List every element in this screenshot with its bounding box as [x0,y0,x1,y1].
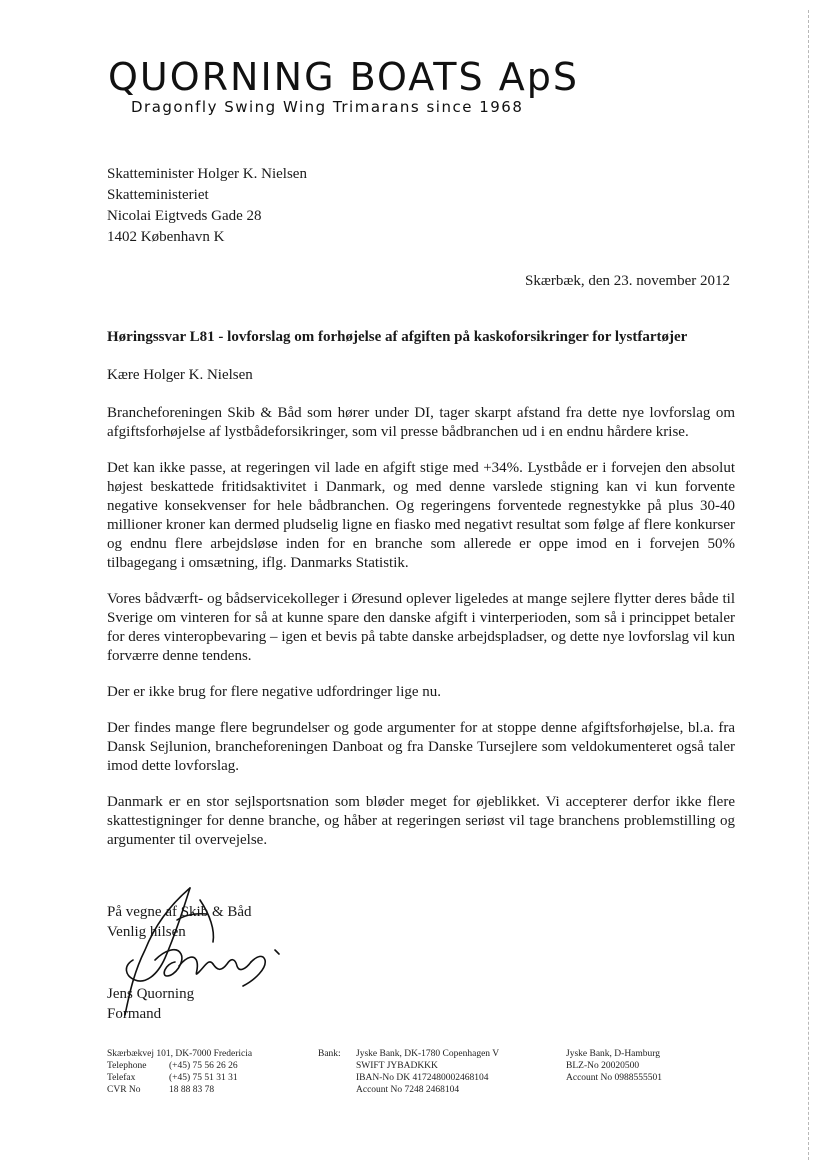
footer-bank-line: SWIFT JYBADKKK [356,1061,438,1071]
recipient-line: Skatteminister Holger K. Nielsen [107,166,307,182]
body-paragraph: Danmark er en stor sejlsportsnation som bløder meget for øjeblikket. Vi accepterer derfor ikke flere skattestigninger for denne branche, og håber at regeringen seriøst vil tage branchens problemstilling og argumenter til overvejelse. [107,794,735,848]
closing-block [107,902,367,1024]
footer-bank-label: Bank: [318,1049,341,1059]
letter-body [107,404,735,867]
footer-bank-secondary [566,1048,662,1084]
footer-bank-line: IBAN-No DK 4172480002468104 [356,1073,489,1083]
footer-label: Telephone [107,1061,147,1071]
footer-value: (+45) 75 56 26 26 [169,1061,238,1071]
footer-value: (+45) 75 51 31 31 [169,1073,238,1083]
body-paragraph: Der er ikke brug for flere negative udfordringer lige nu. [107,684,442,700]
recipient-line: 1402 København K [107,229,225,245]
footer-bank2-line: Jyske Bank, D-Hamburg [566,1049,661,1059]
body-paragraph: Vores bådværft- og bådservicekolleger i Øresund oplever ligeledes at mange sejlere flytter deres både til Sverige om vinteren for så at kunne spare den danske afgift i vinterperioden, som så i princippet betaler for deres vinteropbevaring – igen et bevis på tabte danske arbejdspladser, og dette nye lovforslag vil kun forværre denne tendens. [107,591,735,664]
footer-label: CVR No [107,1085,141,1095]
body-paragraph: Der findes mange flere begrundelser og gode argumenter for at stoppe denne afgiftsforhøjelse, bl.a. fra Dansk Sejlunion, brancheforeningen Danboat og fra Danske Tursejlere som veldokumenteret også taler imod dette lovforslag. [107,720,735,774]
letter-date: Skærbæk, den 23. november 2012 [525,273,730,289]
footer-value: 18 88 83 78 [169,1085,215,1095]
body-paragraph: Det kan ikke passe, at regeringen vil lade en afgift stige med +34%. Lystbåde er i forvejen den absolut højest beskattede fritidsaktivitet i Danmark, og med denne varslede stigning kan vi kun forvente negative konsekvenser for hele bådbranchen. Og regeringens forventede regnestykke på plus 30-40 millioner kroner kan dermed pludselig ligne en fiasko med negativt resultat som følge af flere konkurser og endnu flere arbejdsløse inden for en branche som allerede er oppe imod en i forvejen 50% tilbagegang i omsætning, iflg. Danmarks Statistik. [107,460,735,571]
footer-bank-line: Jyske Bank, DK-1780 Copenhagen V [356,1049,500,1059]
footer-bank2-line: BLZ-No 20020500 [566,1061,640,1071]
company-tagline: Dragonfly Swing Wing Trimarans since 1968 [131,98,524,116]
letter-subject: Høringssvar L81 - lovforslag om forhøjelse af afgiften på kaskoforsikringer for lystfartøjer [107,329,688,345]
signer-name: Jens Quorning [107,986,195,1002]
signer-title: Formand [107,1006,162,1022]
closing-line: Venlig hilsen [107,924,186,940]
footer-street: Skærbækvej 101, DK-7000 Fredericia [107,1049,253,1059]
closing-line: På vegne af Skib & Båd [107,904,252,920]
company-logo-text: QUORNING BOATS ApS [108,55,579,99]
footer-bank [318,1048,499,1096]
recipient-address [107,164,307,248]
footer-bank2-line: Account No 0988555501 [566,1073,663,1083]
recipient-line: Nicolai Eigtveds Gade 28 [107,208,262,224]
footer-label: Telefax [107,1073,136,1083]
scan-edge-line [807,10,809,1160]
salutation: Kære Holger K. Nielsen [107,367,253,383]
footer-address [107,1048,252,1096]
body-paragraph: Brancheforeningen Skib & Båd som hører under DI, tager skarpt afstand fra dette nye lovforslag om afgiftsforhøjelse af lystbådeforsikringer, som vil presse bådbranchen ud i en endnu hårdere krise. [107,405,735,440]
footer-bank-line: Account No 7248 2468104 [356,1085,460,1095]
recipient-line: Skatteministeriet [107,187,209,203]
